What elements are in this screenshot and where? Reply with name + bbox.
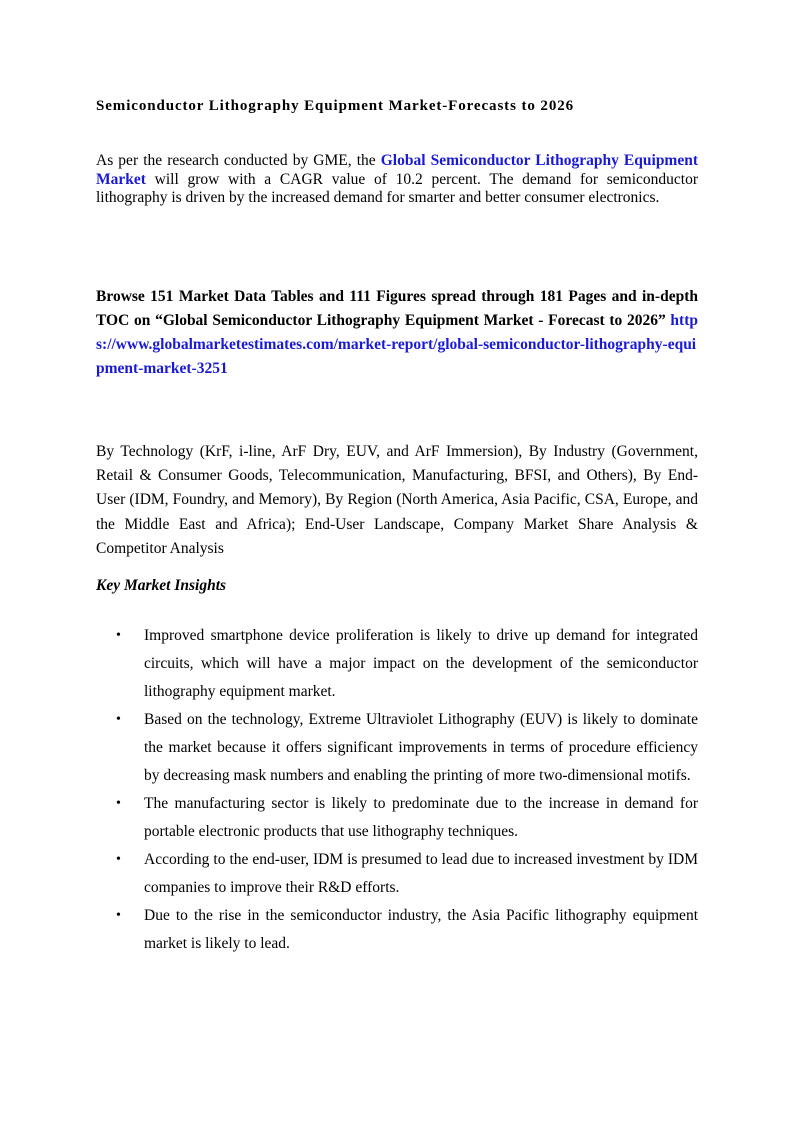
bullet-icon: •: [116, 712, 121, 727]
list-item-text: The manufacturing sector is likely to predominate due to the increase in demand for portable electronic products that use lithography techniques.: [144, 795, 698, 840]
document-title: Semiconductor Lithography Equipment Market-Forecasts to 2026: [96, 98, 575, 114]
intro-paragraph: [96, 152, 698, 208]
intro-text-after: will grow with a CAGR value of 10.2 percent. The demand for semiconductor lithography is driven by the increased demand for smarter and better consumer electronics.: [96, 170, 698, 207]
list-item-text: Improved smartphone device proliferation is likely to drive up demand for integrated circuits, which will have a major impact on the development of the semiconductor lithography equipment market.: [144, 627, 698, 700]
segmentation-paragraph: By Technology (KrF, i-line, ArF Dry, EUV, and ArF Immersion), By Industry (Government, Retail & Consumer Goods, Telecommunication, Manufacturing, BFSI, and Others), By End-User (IDM, Foundry, and Memory), By Region (North America, Asia Pacific, CSA, Europe, and the Middle East and Africa); End-User Landscape, Company Market Share Analysis & Competitor Analysis: [96, 443, 698, 557]
insights-list: [96, 622, 698, 958]
list-item-text: Based on the technology, Extreme Ultraviolet Lithography (EUV) is likely to dominate the market because it offers significant improvements in terms of procedure efficiency by decreasing mask numbers and enabling the printing of more two-dimensional motifs.: [144, 711, 698, 784]
list-item: [96, 790, 698, 846]
bullet-icon: •: [116, 796, 121, 811]
bullet-icon: •: [116, 628, 121, 643]
key-insights-heading: Key Market Insights: [96, 577, 227, 594]
bullet-icon: •: [116, 908, 121, 923]
market-link[interactable]: Global Semiconductor Lithography Equipment Market: [96, 152, 699, 188]
report-url-link[interactable]: https://www.globalmarketestimates.com/market-report/global-semiconductor-lithography-equipment-market-3251: [96, 312, 698, 377]
browse-paragraph: [96, 285, 698, 381]
list-item: [96, 902, 698, 958]
intro-text-before: As per the research conducted by GME, the: [96, 152, 381, 169]
list-item-text: Due to the rise in the semiconductor industry, the Asia Pacific lithography equipment market is likely to lead.: [144, 907, 698, 952]
list-item-text: According to the end-user, IDM is presumed to lead due to increased investment by IDM companies to improve their R&D efforts.: [144, 851, 698, 896]
list-item: [96, 622, 698, 706]
bullet-icon: •: [116, 852, 121, 867]
list-item: [96, 846, 698, 902]
list-item: [96, 706, 698, 790]
browse-text: Browse 151 Market Data Tables and 111 Figures spread through 181 Pages and in-depth TOC on “Global Semiconductor Lithography Equipment Market - Forecast to 2026”: [96, 288, 698, 329]
